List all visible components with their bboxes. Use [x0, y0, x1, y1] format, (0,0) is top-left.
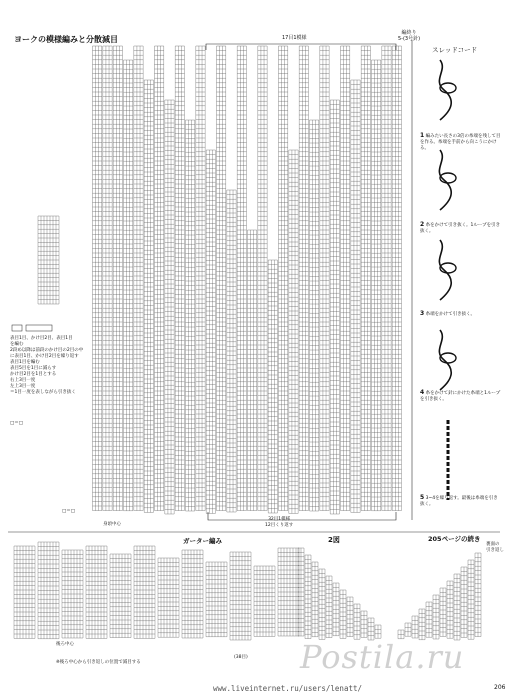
repeat-count-line: 12目くり返す [265, 523, 294, 528]
short-row-step [319, 569, 325, 639]
chart-column [103, 46, 112, 511]
short-row-step [475, 553, 481, 637]
chart-column [175, 46, 184, 511]
note-line: 2段め以降は前段のかけ目の2目の中 [10, 348, 84, 353]
step-3 [420, 311, 502, 318]
repeat-count-label [265, 517, 293, 529]
figure-2-title: 2図 [328, 536, 340, 544]
chart-column [113, 46, 122, 511]
chart-column [217, 46, 226, 511]
garter-column [38, 542, 59, 639]
note-line: 右上3目一度 [10, 378, 36, 383]
short-row-step [375, 625, 381, 638]
bottom-note: ※後ろ中心から引き返しの位置で減目する [56, 660, 141, 665]
short-row-step [454, 574, 460, 640]
chart-column [155, 46, 164, 511]
chart-column [237, 46, 246, 511]
chart-column [310, 120, 319, 511]
chart-column [258, 46, 267, 511]
step-text: 3~4を繰り返す。最後は糸端を引き抜く。 [420, 496, 498, 507]
chart-column [268, 260, 277, 513]
chart-column [124, 60, 133, 511]
garter-column [206, 562, 227, 637]
repeat-count-line: 32目1模様 [268, 517, 291, 522]
short-row-label [486, 542, 504, 554]
chart-column [320, 46, 329, 511]
short-row-step [361, 611, 367, 637]
symbol-key-bottom: □＝□ [62, 509, 76, 514]
short-row-line: 引き返し [486, 548, 504, 553]
step-2 [420, 222, 502, 235]
watermark: Postila.ru [300, 638, 465, 676]
chart-column [341, 46, 350, 511]
chart-column [196, 46, 205, 511]
garter-column [230, 552, 251, 640]
chart-column [134, 46, 143, 511]
thread-cord-title: スレッドコード [432, 46, 478, 54]
garter-column [110, 554, 131, 638]
page-number: 206 [494, 684, 506, 691]
chart-column [144, 80, 153, 512]
watermark-url: www.liveinternet.ru/users/lenatt/ [213, 684, 363, 693]
step-number: 3 [420, 310, 425, 317]
chart-column [299, 46, 308, 511]
garter-title: ガーター編み [183, 537, 222, 545]
note-line: に表目1目、かけ目2目を繰り返す [10, 354, 79, 359]
short-row-step [326, 576, 332, 638]
page-title: ヨークの模様編みと分散減目 [14, 35, 118, 44]
garter-column [134, 546, 155, 638]
garter-column [254, 566, 275, 636]
step-text: 糸端をかけて引き抜く。 [425, 312, 476, 317]
end-label-line: 編終り [401, 30, 417, 36]
short-row-step [440, 588, 446, 636]
chart-column [392, 46, 401, 511]
chart-column [206, 150, 215, 513]
symbol-key: □＝□ [10, 421, 24, 426]
short-row-step [298, 548, 304, 636]
note-line: ＝1目一度を表しながら引き抜く [10, 390, 76, 395]
note-line: 表目5目を1目に減らす [10, 366, 57, 371]
step-number: 4 [420, 389, 425, 396]
chart-column [372, 60, 381, 511]
short-row-step [368, 618, 374, 640]
step-5 [420, 495, 502, 508]
short-row-step [405, 623, 411, 636]
short-row-step [347, 597, 353, 637]
short-row-step [426, 602, 432, 637]
short-row-step [333, 583, 339, 636]
repeat-label: 17目1模様 [282, 35, 307, 41]
note-line: かけ目2目を1目とする [10, 372, 57, 377]
short-row-line: 裏面の [486, 542, 500, 547]
symbol-key-grid [38, 216, 59, 304]
step-number: 5 [420, 494, 425, 501]
step-1 [420, 133, 502, 152]
back-center-label: 後ろ中心 [56, 642, 74, 647]
chart-column [279, 46, 288, 511]
step-text: 糸をかけて針にかけた糸端と1ループを引き抜く。 [420, 391, 501, 402]
step-number: 1 [420, 132, 425, 139]
short-row-step [340, 590, 346, 638]
step-text: 糸をかけて引き抜く。1ループを引き抜く。 [420, 223, 501, 234]
short-row-step [305, 555, 311, 639]
step-text: 編みたい長さの3倍の糸端を残して目を作る。糸端を手前から向こうにかける。 [420, 134, 501, 151]
chart-column [186, 120, 195, 511]
note-line: 左上3目一度 [10, 384, 36, 389]
garter-column [14, 546, 35, 638]
step-4 [420, 390, 502, 403]
garter-column [182, 550, 203, 638]
short-row-step [412, 616, 418, 638]
short-row-step [447, 581, 453, 638]
note-line: 表目1目を編む [10, 360, 40, 365]
garter-column [278, 548, 299, 636]
short-row-step [461, 567, 467, 637]
short-row-step [419, 609, 425, 640]
garter-column [86, 546, 107, 638]
chart-column [248, 230, 257, 511]
chart-column [165, 100, 174, 514]
garter-column [158, 558, 179, 637]
chart-column [361, 46, 370, 511]
end-label [398, 30, 420, 42]
chart-column [351, 80, 360, 512]
garter-stitch-count: (38目) [234, 655, 248, 660]
chart-column [289, 150, 298, 513]
continuation-label: 205ページの続き [428, 535, 481, 543]
body-center-label: 身頃中心 [103, 522, 121, 527]
chart-column [227, 190, 236, 512]
step-number: 2 [420, 221, 425, 228]
short-row-step [312, 562, 318, 637]
bottom-bracket [208, 512, 396, 520]
note-line: 表目1目、かけ目2目、表目1目 [10, 336, 73, 341]
chart-notes [10, 336, 96, 396]
chart-column [382, 46, 391, 511]
short-row-step [468, 560, 474, 639]
garter-column [62, 550, 83, 638]
key-swatch [26, 325, 52, 331]
key-swatch [12, 325, 22, 331]
chart-column [93, 46, 102, 511]
chart-column [330, 100, 339, 514]
note-line: を編む [10, 342, 24, 347]
short-row-step [354, 604, 360, 639]
short-row-step [433, 595, 439, 639]
end-label-line: 5-(3号針) [398, 36, 421, 42]
